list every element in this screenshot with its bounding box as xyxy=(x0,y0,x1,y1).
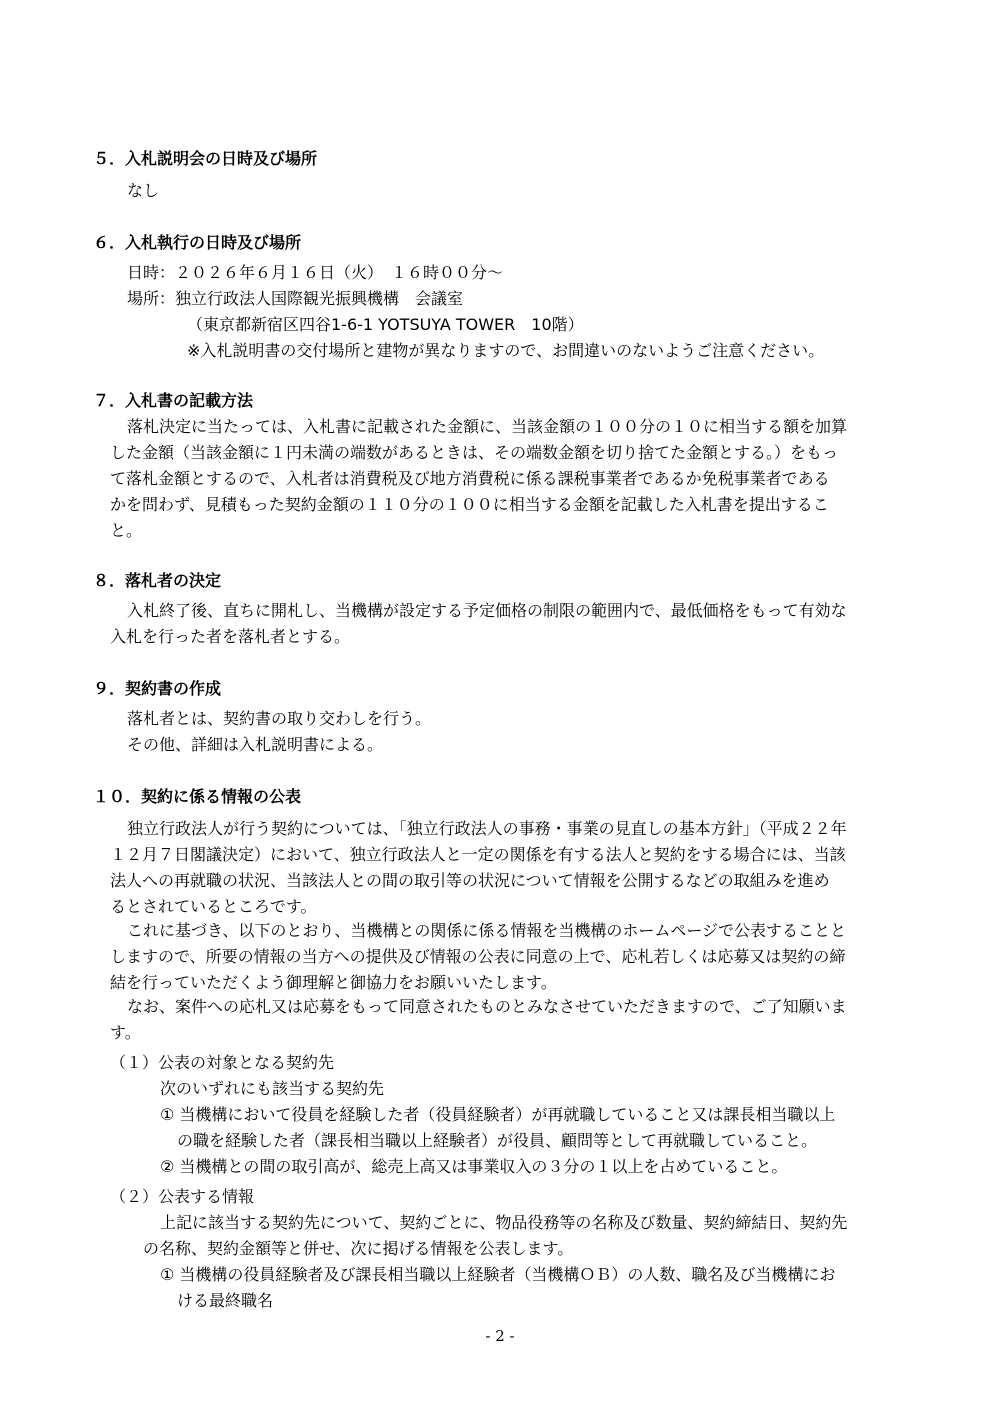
section-10-para2-line: しますので、所要の情報の当方への提供及び情報の公表に同意の上で、応札若しくは応募又は契約の締 xyxy=(110,947,846,966)
section-10-para1-line: 法人への再就職の状況、当該法人との間の取引等の状況について情報を公開するなどの取組みを進め xyxy=(110,871,830,890)
section-5-body: なし xyxy=(127,181,160,200)
section-7-line: て落札金額とするので、入札者は消費税及び地方消費税に係る課税事業者であるか免税事業者である xyxy=(110,469,830,488)
section-6-note: ※入札説明書の交付場所と建物が異なりますので、お間違いのないようご注意ください。 xyxy=(187,341,825,360)
section-6-datetime: 日時：２０２６年６月１６日（火） １６時００分～ xyxy=(127,263,504,282)
section-8-heading: ８．落札者の決定 xyxy=(93,571,222,590)
subsection-1-heading: （１）公表の対象となる契約先 xyxy=(110,1053,335,1072)
section-10-heading: １０．契約に係る情報の公表 xyxy=(93,787,302,806)
section-10-para3-line: なお、案件への応札又は応募をもって同意されたものとみなさせていただきますので、ご了知願いま xyxy=(127,997,847,1016)
section-7-line: と。 xyxy=(110,521,143,540)
section-8-line: 入札終了後、直ちに開札し、当機構が設定する予定価格の制限の範囲内で、最低価格をもって有効な xyxy=(127,601,847,620)
section-7-line: した金額（当該金額に１円未満の端数があるときは、その端数金額を切り捨てた金額とする。）をもっ xyxy=(110,443,839,462)
subsection-1-item1-line: の職を経験した者（課長相当職以上経験者）が役員、顧問等として再就職していること。 xyxy=(177,1131,818,1150)
section-10-para2-line: これに基づき、以下のとおり、当機構との関係に係る情報を当機構のホームページで公表することと xyxy=(127,921,847,940)
section-9-heading: ９．契約書の作成 xyxy=(93,679,222,698)
subsection-2-heading: （２）公表する情報 xyxy=(110,1187,255,1206)
section-10-para1-line: 独立行政法人が行う契約については、「独立行政法人の事務・事業の見直しの基本方針」（平成２２年 xyxy=(127,819,847,838)
subsection-1-item2: ② 当機構との間の取引高が、総売上高又は事業収入の３分の１以上を占めていること。 xyxy=(160,1157,788,1176)
section-9-line: その他、詳細は入札説明書による。 xyxy=(127,735,384,754)
section-7-heading: ７．入札書の記載方法 xyxy=(93,391,254,410)
section-6-address: （東京都新宿区四谷1-6-1 YOTSUYA TOWER 10階） xyxy=(187,315,584,334)
section-7-line: 落札決定に当たっては、入札書に記載された金額に、当該金額の１００分の１０に相当する額を加算 xyxy=(127,417,848,436)
section-9-line: 落札者とは、契約書の取り交わしを行う。 xyxy=(127,709,432,728)
subsection-2-intro-line: 上記に該当する契約先について、契約ごとに、物品役務等の名称及び数量、契約締結日、契約先 xyxy=(160,1213,848,1232)
section-8-line: 入札を行った者を落札者とする。 xyxy=(110,627,351,646)
section-6-place: 場所：独立行政法人国際観光振興機構 会議室 xyxy=(127,289,464,308)
subsection-2-item1-line: ① 当機構の役員経験者及び課長相当職以上経験者（当機構ＯＢ）の人数、職名及び当機構にお xyxy=(160,1265,836,1284)
subsection-1-intro: 次のいずれにも該当する契約先 xyxy=(160,1079,385,1098)
section-6-heading: ６．入札執行の日時及び場所 xyxy=(93,233,302,252)
subsection-2-intro-line: の名称、契約金額等と併せ、次に掲げる情報を公表します。 xyxy=(143,1239,574,1258)
section-10-para1-line: １２月７日閣議決定）において、独立行政法人と一定の関係を有する法人と契約をする場合には、当該 xyxy=(110,845,846,864)
page-number: - 2 - xyxy=(485,1327,515,1345)
section-10-para1-line: るとされているところです。 xyxy=(110,897,317,916)
subsection-1-item1-line: ① 当機構において役員を経験した者（役員経験者）が再就職していること又は課長相当職以上 xyxy=(160,1105,836,1124)
section-7-line: かを問わず、見積もった契約金額の１１０分の１００に相当する金額を記載した入札書を提出するこ xyxy=(110,495,829,514)
section-10-para2-line: 結を行っていただくよう御理解と御協力をお願いいたします。 xyxy=(110,973,557,992)
section-5-heading: ５．入札説明会の日時及び場所 xyxy=(93,149,318,168)
section-10-para3-line: す。 xyxy=(110,1023,141,1042)
subsection-2-item1-line: ける最終職名 xyxy=(177,1291,274,1310)
